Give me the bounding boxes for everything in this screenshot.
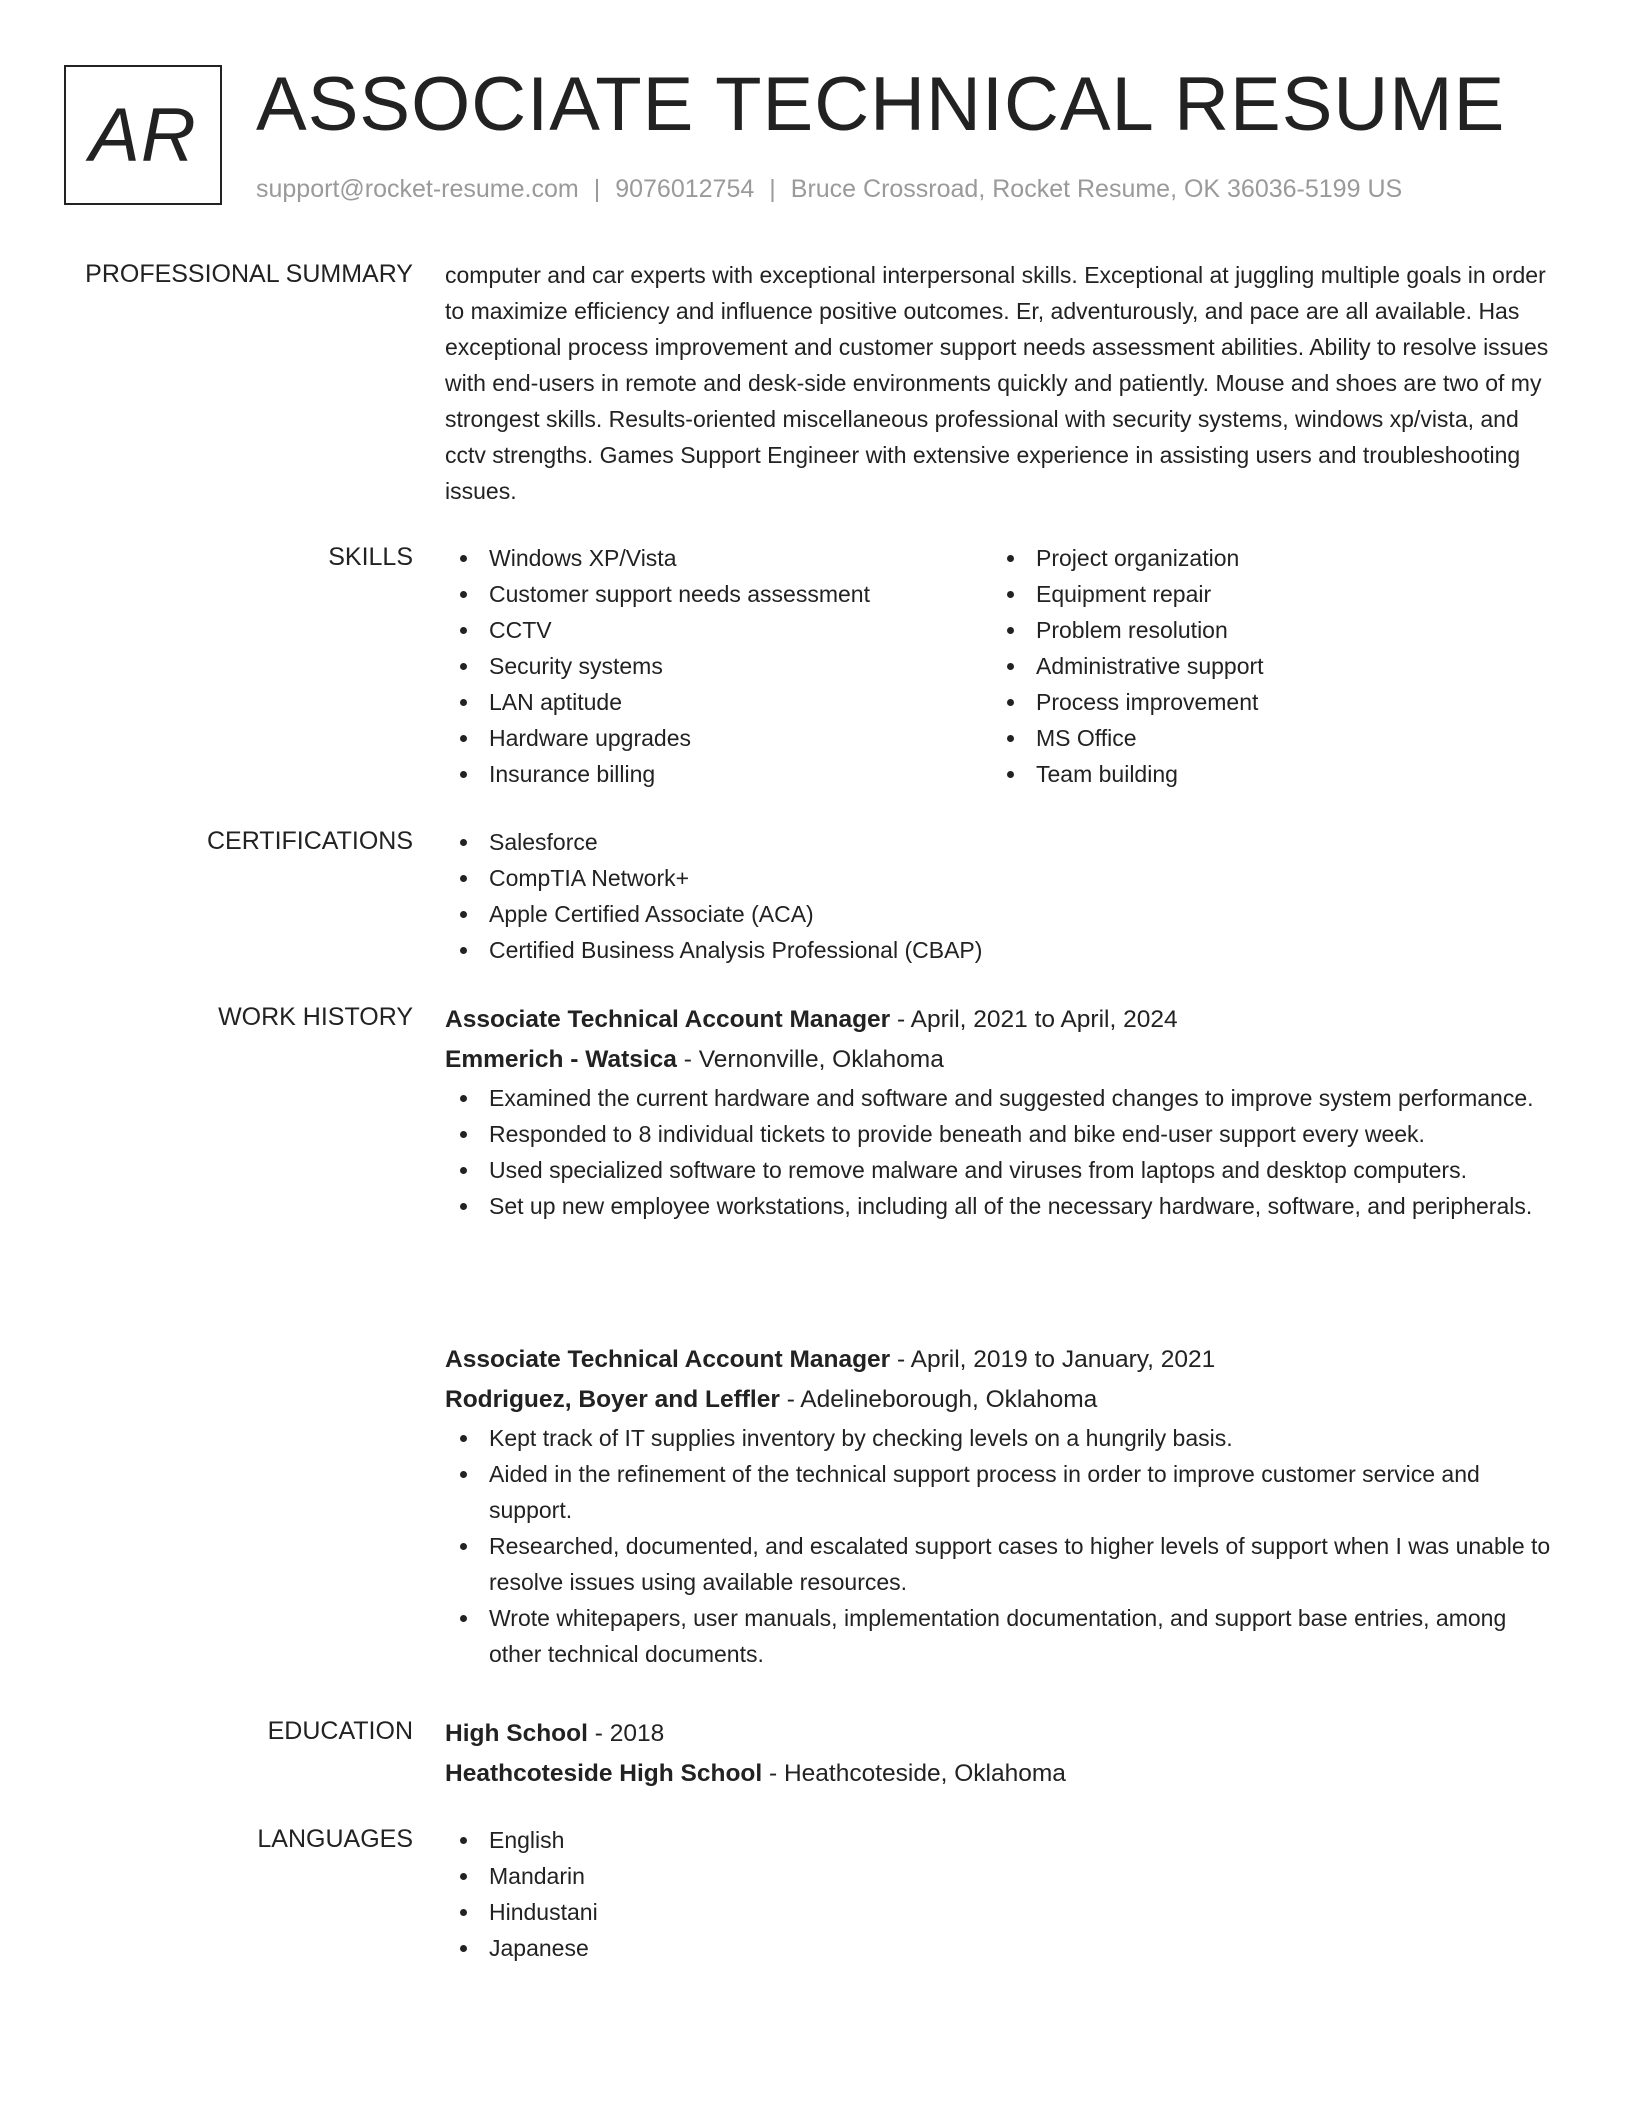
education-degree: High School (445, 1720, 588, 1747)
section-heading-certifications: CERTIFICATIONS (206, 827, 413, 855)
skill-item: Security systems (445, 648, 992, 684)
language-item: Mandarin (445, 1858, 1555, 1894)
job-duties (445, 1420, 1555, 1672)
skill-item: MS Office (992, 720, 1539, 756)
job-duty: Aided in the refinement of the technical support process in order to improve customer service and support. (445, 1456, 1555, 1528)
job-duty: Used specialized software to remove malware and viruses from laptops and desktop computers. (445, 1152, 1555, 1188)
job-duty: Examined the current hardware and software and suggested changes to improve system performance. (445, 1080, 1555, 1116)
language-item: English (445, 1822, 1555, 1858)
resume-title: ASSOCIATE TECHNICAL RESUME (256, 62, 1506, 147)
education-degree-line (445, 1714, 1555, 1754)
resume-header (64, 62, 1584, 215)
education-year: - 2018 (587, 1720, 665, 1747)
skill-item: Equipment repair (992, 576, 1539, 612)
education-school-line (445, 1754, 1555, 1794)
job-duty: Responded to 8 individual tickets to provide beneath and bike end-user support every week. (445, 1116, 1555, 1152)
job-entry (445, 1000, 1555, 1224)
summary-text: computer and car experts with exceptional interpersonal skills. Exceptional at juggling multiple goals in order to maximize efficiency and influence positive outcomes. Er, adventurously, and pace are all available. Has exceptional process improvement and customer support needs assessment abilities. Ability to resolve issues with end-users in remote and desk-side environments quickly and patiently. Mouse and shoes are two of my strongest skills. Results-oriented miscellaneous professional with security systems, windows xp/vista, and cctv strengths. Games Support Engineer with extensive experience in assisting users and troubleshooting issues. (445, 262, 1549, 504)
section-heading-work-history: WORK HISTORY (218, 1003, 413, 1031)
section-heading-summary: PROFESSIONAL SUMMARY (85, 260, 413, 288)
skill-item: Project organization (992, 540, 1539, 576)
job-location: - Adelineborough, Oklahoma (779, 1386, 1098, 1413)
skill-item: LAN aptitude (445, 684, 992, 720)
skill-item: Hardware upgrades (445, 720, 992, 756)
job-dates: - April, 2021 to April, 2024 (890, 1006, 1178, 1033)
skill-item: Process improvement (992, 684, 1539, 720)
job-title-line (445, 1340, 1555, 1380)
job-duty: Researched, documented, and escalated support cases to higher levels of support when I was unable to resolve issues using available resources. (445, 1528, 1555, 1600)
job-duty: Kept track of IT supplies inventory by checking levels on a hungrily basis. (445, 1420, 1555, 1456)
section-heading-languages: LANGUAGES (257, 1825, 413, 1853)
skill-item: Insurance billing (445, 756, 992, 792)
contact-phone[interactable]: 9076012754 (615, 175, 755, 203)
job-duty: Wrote whitepapers, user manuals, implementation documentation, and support base entries, among other technical documents. (445, 1600, 1555, 1672)
job-dates: - April, 2019 to January, 2021 (890, 1346, 1216, 1373)
skill-item: Administrative support (992, 648, 1539, 684)
job-entry (445, 1340, 1555, 1672)
job-company: Emmerich - Watsica (445, 1046, 677, 1073)
contact-address: Bruce Crossroad, Rocket Resume, OK 36036-5199 US (790, 175, 1403, 203)
certification-item: CompTIA Network+ (445, 860, 1555, 896)
skills-column-right (992, 540, 1539, 792)
skill-item: CCTV (445, 612, 992, 648)
contact-email[interactable]: support@rocket-resume.com (256, 175, 579, 203)
education-school: Heathcoteside High School (445, 1760, 763, 1787)
job-title-line (445, 1000, 1555, 1040)
job-title: Associate Technical Account Manager (445, 1346, 891, 1373)
language-item: Hindustani (445, 1894, 1555, 1930)
skill-item: Team building (992, 756, 1539, 792)
skill-item: Problem resolution (992, 612, 1539, 648)
job-company-line (445, 1040, 1555, 1080)
job-title: Associate Technical Account Manager (445, 1006, 891, 1033)
skill-item: Windows XP/Vista (445, 540, 992, 576)
certification-item: Salesforce (445, 824, 1555, 860)
language-item: Japanese (445, 1930, 1555, 1966)
education-location: - Heathcoteside, Oklahoma (762, 1760, 1066, 1787)
section-heading-education: EDUCATION (267, 1717, 413, 1745)
certification-item: Certified Business Analysis Professional (CBAP) (445, 932, 1555, 968)
job-company-line (445, 1380, 1555, 1420)
section-heading-skills: SKILLS (328, 543, 413, 571)
skill-item: Customer support needs assessment (445, 576, 992, 612)
job-company: Rodriguez, Boyer and Leffler (445, 1386, 780, 1413)
job-duty: Set up new employee workstations, including all of the necessary hardware, software, and peripherals. (445, 1188, 1555, 1224)
job-location: - Vernonville, Oklahoma (676, 1046, 944, 1073)
certification-item: Apple Certified Associate (ACA) (445, 896, 1555, 932)
skills-column-left (445, 540, 992, 792)
contact-separator: | (593, 175, 601, 203)
contact-separator: | (769, 175, 776, 203)
monogram-badge: AR (64, 65, 222, 205)
job-duties (445, 1080, 1555, 1224)
contact-line (256, 173, 1402, 205)
